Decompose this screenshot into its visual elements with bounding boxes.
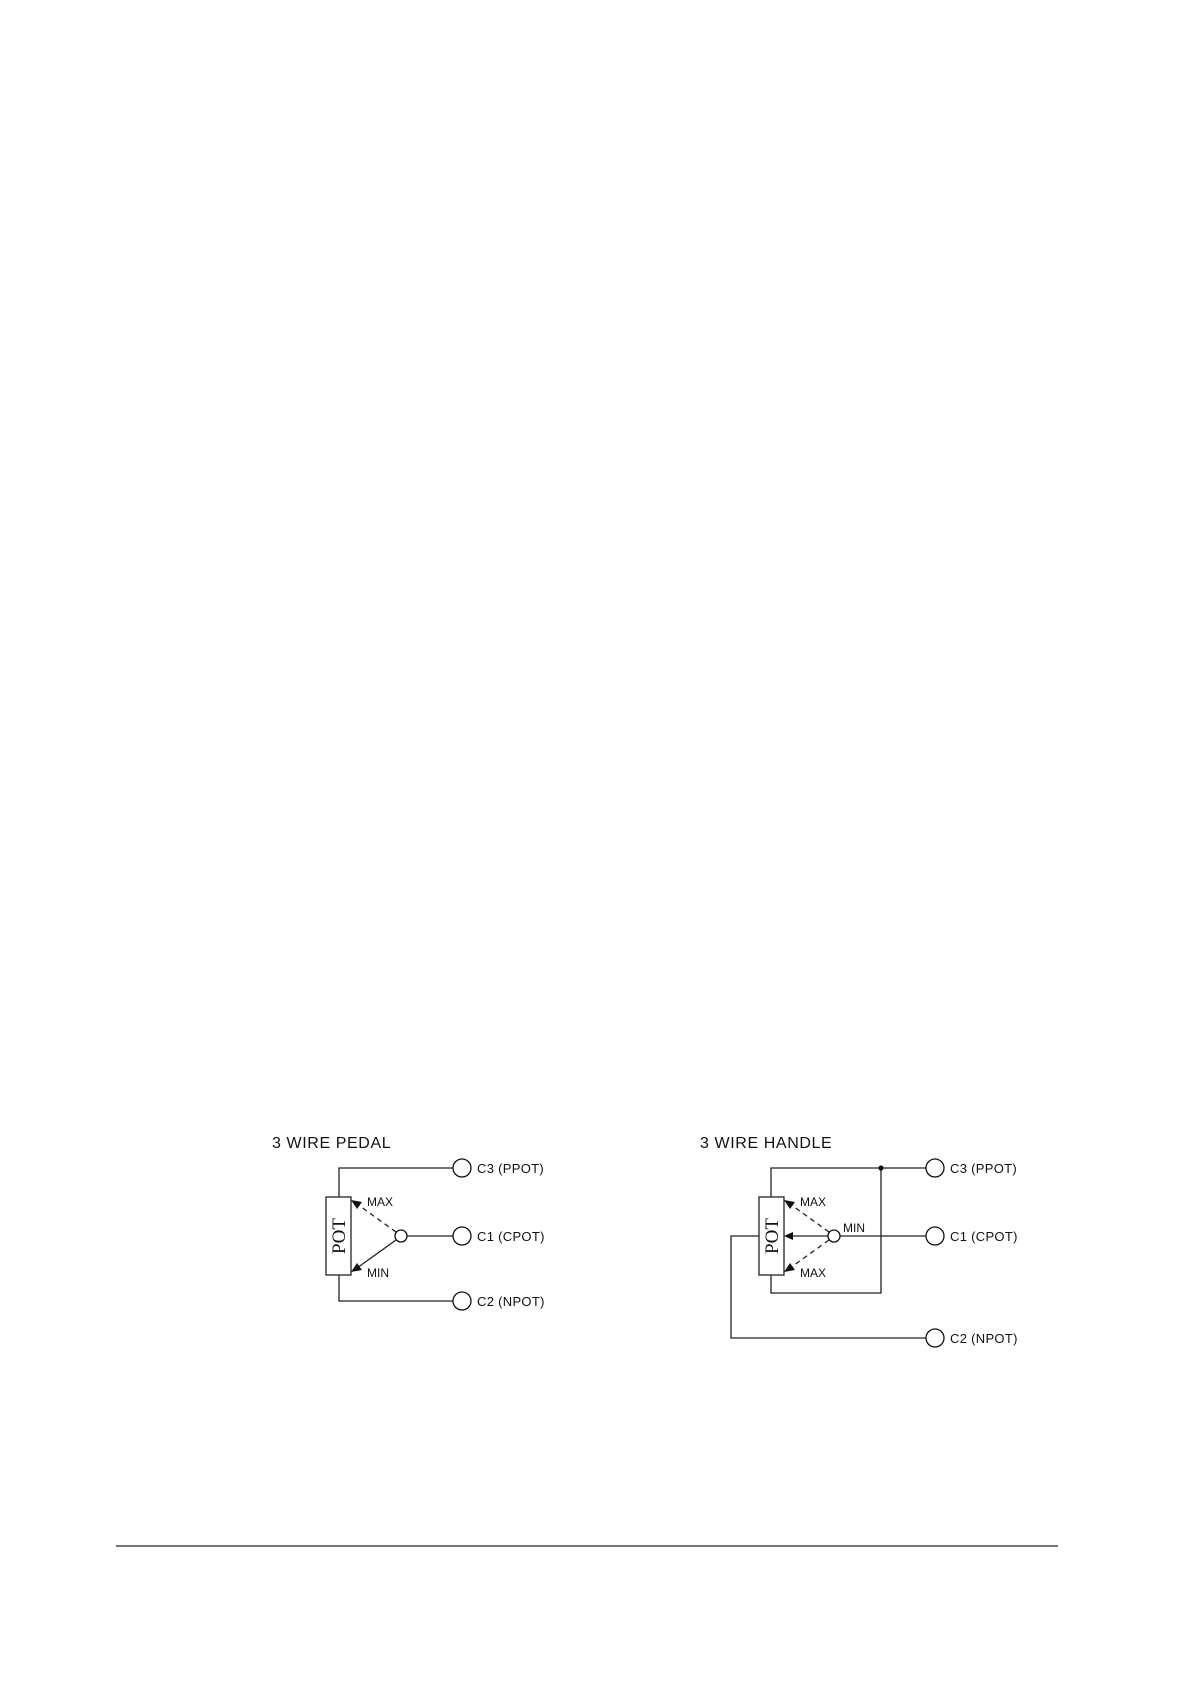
- handle-title: 3 WIRE HANDLE: [700, 1135, 833, 1152]
- pedal-diagram: [272, 1135, 545, 1310]
- pedal-c2-label: C2 (NPOT): [477, 1294, 545, 1309]
- handle-min-label: MIN: [843, 1221, 865, 1235]
- handle-max-top-label: MAX: [800, 1195, 827, 1209]
- pedal-c1-terminal: [453, 1227, 471, 1245]
- pedal-max-label: MAX: [367, 1195, 394, 1209]
- handle-c2-label: C2 (NPOT): [950, 1331, 1018, 1346]
- pedal-c2-wire: [339, 1275, 453, 1301]
- handle-max-bottom-label: MAX: [800, 1266, 827, 1280]
- handle-c3-terminal: [926, 1159, 944, 1177]
- pedal-c1-label: C1 (CPOT): [477, 1229, 545, 1244]
- handle-c3-wire: [771, 1168, 926, 1197]
- handle-max-top-arrowhead: [784, 1200, 795, 1209]
- pedal-title: 3 WIRE PEDAL: [272, 1135, 392, 1152]
- handle-min-arrowhead: [784, 1232, 793, 1240]
- pedal-c3-wire: [339, 1168, 453, 1197]
- handle-pot-label: POT: [762, 1218, 783, 1254]
- handle-wiper-node: [828, 1230, 840, 1242]
- handle-c3-label: C3 (PPOT): [950, 1161, 1017, 1176]
- handle-c2-wire: [731, 1236, 926, 1338]
- handle-c1-label: C1 (CPOT): [950, 1229, 1018, 1244]
- handle-max-bottom-arrowhead: [784, 1263, 795, 1272]
- handle-max-bottom-wiper: [790, 1240, 829, 1268]
- handle-c1-terminal: [926, 1227, 944, 1245]
- pedal-wiper-node: [395, 1230, 407, 1242]
- pedal-min-wiper: [357, 1240, 396, 1268]
- pedal-min-label: MIN: [367, 1266, 389, 1280]
- handle-junction-dot: [878, 1165, 883, 1170]
- pedal-c2-terminal: [453, 1292, 471, 1310]
- handle-diagram: [700, 1135, 1018, 1347]
- pedal-pot-label: POT: [329, 1218, 350, 1254]
- pedal-min-arrowhead: [351, 1263, 362, 1272]
- pedal-max-arrowhead: [351, 1200, 362, 1209]
- pedal-c3-terminal: [453, 1159, 471, 1177]
- handle-c2-terminal: [926, 1329, 944, 1347]
- pedal-c3-label: C3 (PPOT): [477, 1161, 544, 1176]
